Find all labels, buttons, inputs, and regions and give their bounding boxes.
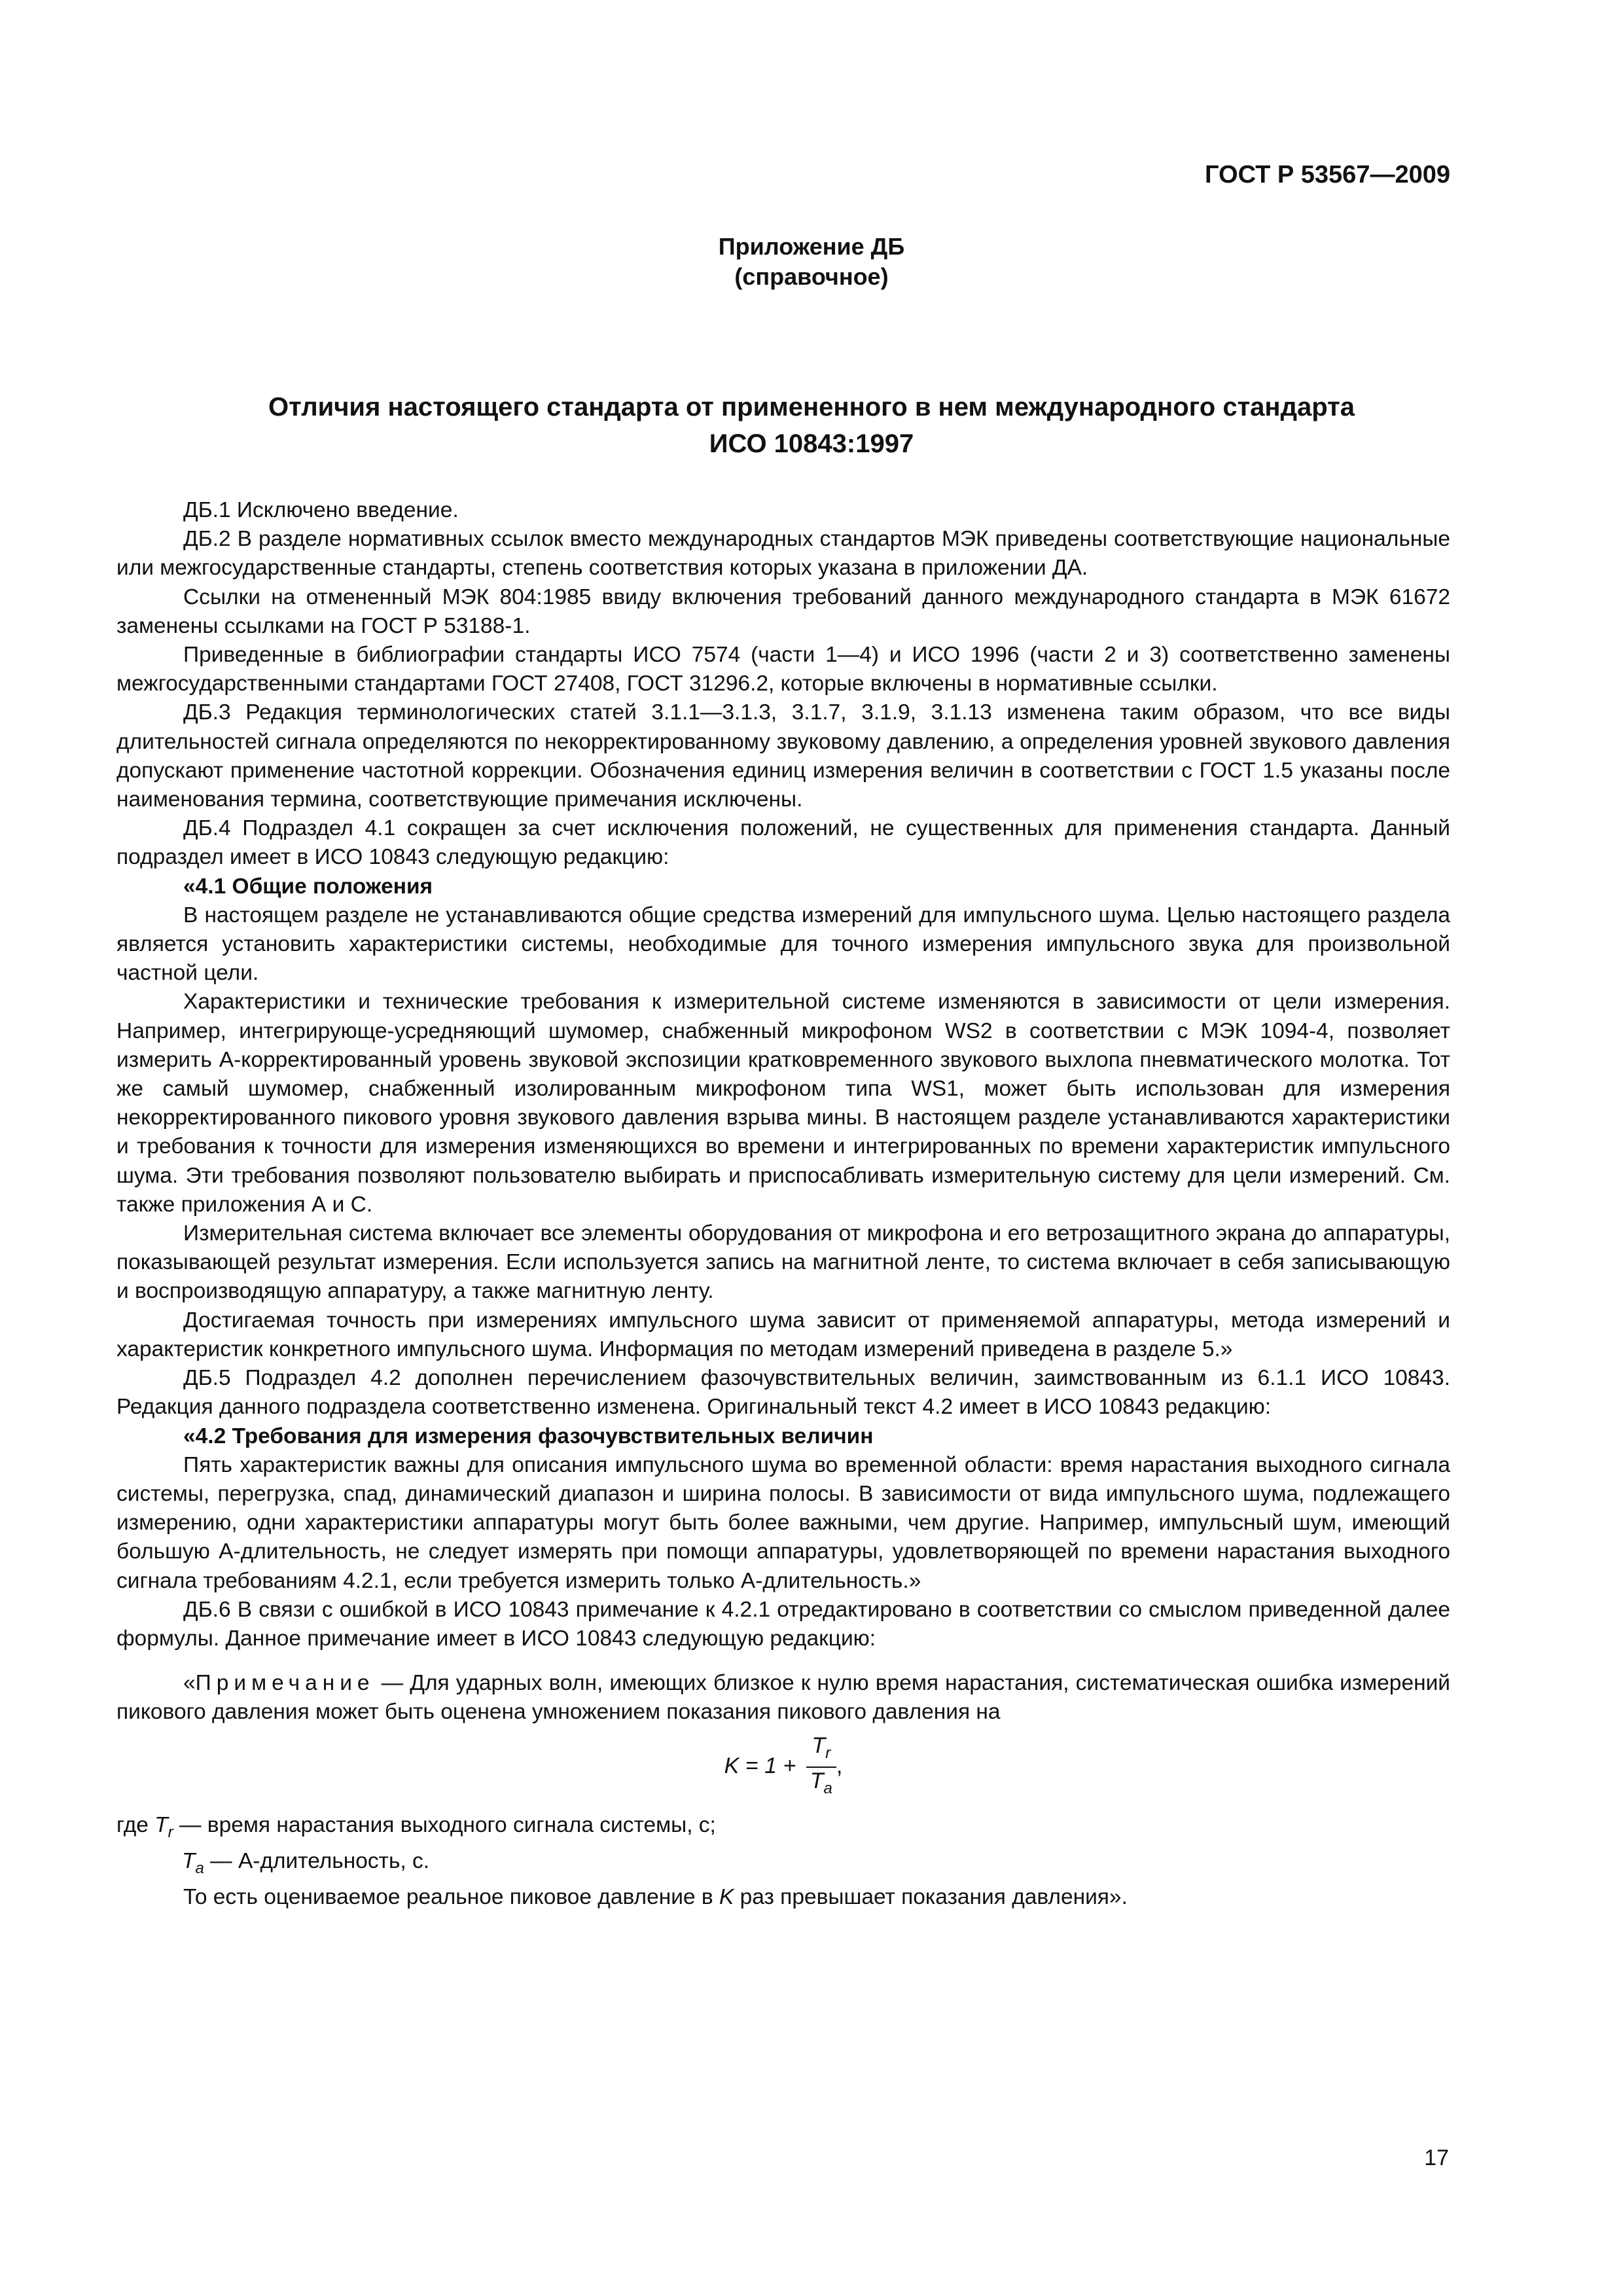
where-ta: $T_a$ — А-длительность, с.: [182, 1848, 430, 1877]
subsection-4-1-heading: «4.1 Общие положения: [183, 874, 433, 899]
paragraph-iec-refs: Ссылки на отмененный МЭК 804:1985 ввиду включения требований данного международного стандарта в МЭК 61672 заменены ссылками на ГОСТ Р 53188-1.: [116, 584, 1450, 638]
paragraph-db1: ДБ.1 Исключено введение.: [183, 498, 459, 522]
section-heading-line2: ИСО 10843:1997: [709, 429, 914, 458]
paragraph-4-2-text: Пять характеристик важны для описания импульсного шума во временной области: время нарастания выходного сигнала системы, перегрузка, спад, динамический диапазон и ширина полосы. В зависимости от вида импульсного шума, подлежащего измерению, одни характеристики аппаратуры могут быть более важными, чем другие. Например, импульсный шум, имеющий большую А-длительность, не следует измерять при помощи аппаратуры, удовлетворяющей по времени нарастания выходного сигнала требованиям 4.2.1, если требуется измерить только А-длительность.»: [116, 1452, 1450, 1593]
section-heading-line1: Отличия настоящего стандарта от примененного в нем международного стандарта: [268, 393, 1355, 422]
document-body: [116, 496, 1450, 1912]
note-paragraph: «Примечание — Для ударных волн, имеющих близкое к нулю время нарастания, систематическая ошибка измерений пикового давления может быть оценена умножением показания пикового давления на: [116, 1671, 1450, 1725]
paragraph-4-1-accuracy: Достигаемая точность при измерениях импульсного шума зависит от применяемой аппаратуры, метода измерений и характеристик конкретного импульсного шума. Информация по методам измерений приведена в разделе 5.»: [116, 1308, 1450, 1361]
paragraph-db6: ДБ.6 В связи с ошибкой в ИСО 10843 примечание к 4.2.1 отредактировано в соответствии со смыслом приведенной далее формулы. Данное примечание имеет в ИСО 10843 следующую редакцию:: [116, 1597, 1450, 1651]
paragraph-4-1-system: Измерительная система включает все элементы оборудования от микрофона и его ветрозащитного экрана до аппаратуры, показывающей результат измерения. Если используется запись на магнитной ленте, то система включает в себя записывающую и воспроизводящую аппаратуру, а также магнитную ленту.: [116, 1221, 1450, 1304]
note-label: Примечание: [195, 1671, 375, 1696]
paragraph-4-1-intro: В настоящем разделе не устанавливаются общие средства измерений для импульсного шума. Целью настоящего раздела является установить характеристики системы, необходимые для точного измерения импульсного звука для произвольной частной цели.: [116, 903, 1450, 986]
page-number: 17: [1424, 2145, 1449, 2170]
subsection-4-2-heading: «4.2 Требования для измерения фазочувствительных величин: [183, 1424, 874, 1448]
formula-k: K = 1 + $\frac{T_r}{T_a}$ ,: [116, 1732, 1450, 1802]
paragraph-4-1-characteristics: Характеристики и технические требования к измерительной системе изменяются в зависимости от цели измерения. Например, интегрирующе-усредняющий шумомер, снабженный микрофоном WS2 в соответствии с МЭК 1094-4, позволяет измерить А-корректированный уровень звуковой экспозиции кратковременного звукового выхлопа пневматического молотка. Тот же самый шумомер, снабженный изолированным микрофоном типа WS1, может быть использован для измерения некорректированного пикового уровня звукового давления взрыва мины. В настоящем разделе устанавливаются характеристики и требования к точности для измерения изменяющихся во времени и интегрированных по времени характеристик импульсного шума. Эти требования позволяют пользователю выбирать и приспосабливать измерительную систему для цели измерений. См. также приложения А и С.: [116, 990, 1450, 1217]
note-conclusion: То есть оцениваемое реальное пиковое давление в K раз превышает показания давления».: [183, 1884, 1128, 1909]
paragraph-db5: ДБ.5 Подраздел 4.2 дополнен перечислением фазочувствительных величин, заимствованным из 6.1.1 ИСО 10843. Редакция данного подраздела соответственно изменена. Оригинальный текст 4.2 имеет в ИСО 10843 редакцию:: [116, 1366, 1450, 1420]
paragraph-db2: ДБ.2 В разделе нормативных ссылок вместо международных стандартов МЭК приведены соответствующие национальные или межгосударственные стандарты, степень соответствия которых указана в приложении ДА.: [116, 527, 1450, 581]
paragraph-bibliography: Приведенные в библиографии стандарты ИСО 7574 (части 1—4) и ИСО 1996 (части 2 и 3) соответственно заменены межгосударственными стандартами ГОСТ 27408, ГОСТ 31296.2, которые включены в нормативные ссылки.: [116, 643, 1450, 696]
note-text: — Для ударных волн, имеющих близкое к нулю время нарастания, систематическая ошибка измерений пикового давления может быть оценена умножением показания пикового давления на: [116, 1671, 1450, 1725]
where-tr: где $T_r$ — время нарастания выходного сигнала системы, с;: [116, 1812, 716, 1841]
standard-number: ГОСТ Р 53567—2009: [1205, 161, 1450, 188]
appendix-subtitle: (справочное): [734, 263, 889, 290]
formula-fraction: $\frac{T_r}{T_a}$: [806, 1732, 836, 1802]
paragraph-db4: ДБ.4 Подраздел 4.1 сокращен за счет исключения положений, не существенных для применения стандарта. Данный подраздел имеет в ИСО 10843 следующую редакцию:: [116, 816, 1450, 870]
paragraph-db3: ДБ.3 Редакция терминологических статей 3.1.1—3.1.3, 3.1.7, 3.1.9, 3.1.13 изменена таким образом, что все виды длительностей сигнала определяются по некорректированному звуковому давлению, а определения уровней звукового давления допускают применение частотной коррекции. Обозначения единиц измерения величин в соответствии с ГОСТ 1.5 указаны после наименования термина, соответствующие примечания исключены.: [116, 700, 1450, 812]
appendix-title: Приложение ДБ: [718, 233, 905, 260]
